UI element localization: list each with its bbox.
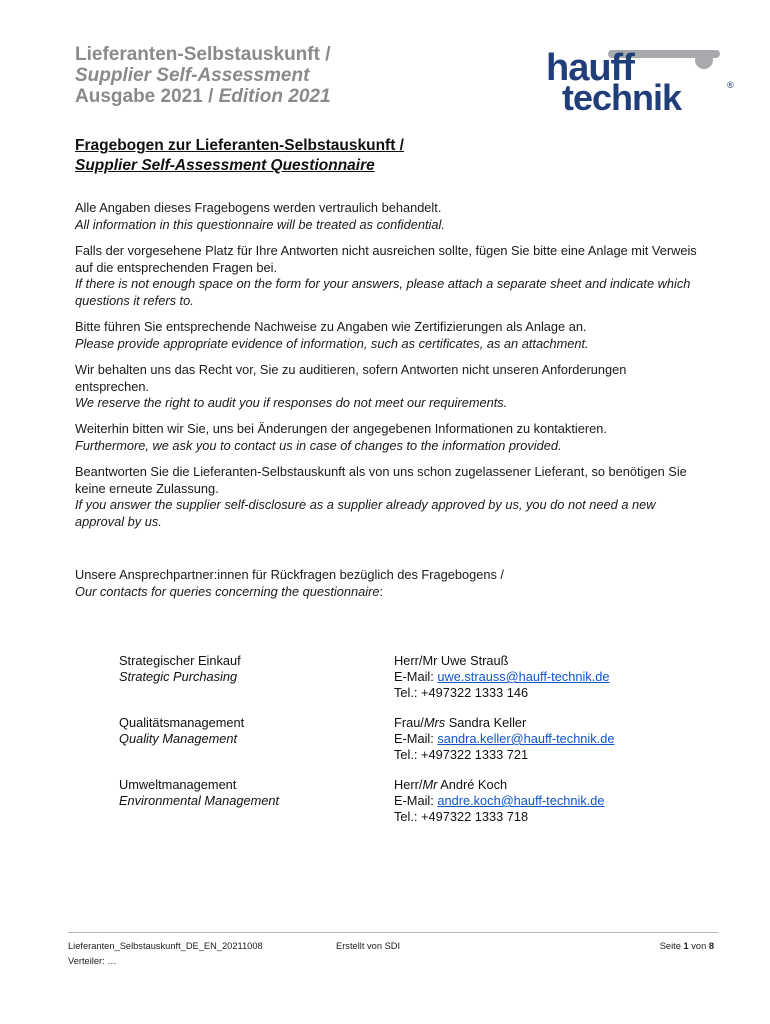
contact-department [119,777,379,809]
title-english: Supplier Self-Assessment [75,65,310,86]
logo-registered-mark: ® [727,80,734,90]
contact-department [119,715,379,747]
paragraph-approved-supplier [75,464,700,530]
page-label: Seite [659,941,684,951]
email-label: E-Mail: [394,669,438,684]
hauff-technik-logo [544,44,740,114]
contacts-intro [75,567,700,600]
contact-name: Uwe Strauß [437,653,509,668]
salutation-english: Mr [422,777,438,792]
contact-name-line [394,777,714,793]
department-german: Umweltmanagement [119,777,237,792]
department-german: Strategischer Einkauf [119,653,241,668]
salutation-english: Mr [422,653,438,668]
email-label: E-Mail: [394,731,438,746]
title-german: Lieferanten-Selbstauskunft / [75,44,331,65]
salutation-german: Herr/ [394,653,423,668]
heading-english: Supplier Self-Assessment Questionnaire [75,157,375,174]
department-english: Strategic Purchasing [119,669,238,684]
paragraph-english: We reserve the right to audit you if responses do not meet our requirements. [75,395,508,410]
footer-divider [68,932,718,933]
logo-swoosh-dot [695,51,713,69]
document-title-block [75,44,515,107]
page-of-label: von [688,941,709,951]
contacts-intro-english: Our contacts for queries concerning the questionnaire [75,583,380,599]
paragraph-english: All information in this questionnaire will be treated as confidential. [75,216,445,232]
email-label: E-Mail: [394,793,438,808]
contact-phone: Tel.: +497322 1333 146 [394,685,529,700]
paragraph-confidential [75,200,700,233]
contact-name-line [394,653,714,669]
salutation-english: Mrs [423,715,446,730]
paragraph-english: Please provide appropriate evidence of information, such as certificates, as an attachment. [75,335,589,351]
paragraph-audit [75,362,700,412]
paragraph-german: Beantworten Sie die Lieferanten-Selbstauskunft als von uns schon zugelassener Lieferant, so benötigen Sie keine erneute Zulassung. [75,464,687,496]
questionnaire-heading [75,136,675,176]
department-german: Qualitätsmanagement [119,715,245,730]
contact-email-line [394,731,714,747]
contact-person [394,715,714,763]
contacts-intro-english-line [75,584,700,601]
contact-name: André Koch [437,777,508,792]
contact-email-line [394,793,714,809]
paragraph-attachment [75,243,700,309]
paragraph-english: Furthermore, we ask you to contact us in case of changes to the information provided. [75,437,562,453]
contact-phone: Tel.: +497322 1333 721 [394,747,529,762]
paragraph-german: Falls der vorgesehene Platz für Ihre Antworten nicht ausreichen sollte, fügen Sie bitte eine Anlage mit Verweis auf die entsprechenden Fragen bei. [75,243,697,275]
email-link[interactable]: andre.koch@hauff-technik.de [437,793,605,808]
footer-created-by: Erstellt von SDI [336,941,401,951]
contact-email-line [394,669,714,685]
page-total: 8 [708,941,714,951]
contact-department [119,653,379,685]
paragraph-changes [75,421,700,454]
edition-english: Edition 2021 [218,86,331,107]
paragraph-evidence [75,319,700,352]
contacts-intro-colon: : [379,583,384,599]
logo-text-technik: technik [562,77,682,114]
heading-german: Fragebogen zur Lieferanten-Selbstauskunft / [75,137,404,154]
email-link[interactable]: sandra.keller@hauff-technik.de [437,731,615,746]
email-link[interactable]: uwe.strauss@hauff-technik.de [437,669,610,684]
paragraph-german: Wir behalten uns das Recht vor, Sie zu auditieren, sofern Antworten nicht unseren Anforderungen entsprechen. [75,362,627,394]
paragraph-english: If you answer the supplier self-disclosure as a supplier already approved by us, you do not need a new approval by us. [75,497,656,529]
contact-person [394,777,714,825]
contact-phone: Tel.: +497322 1333 718 [394,809,529,824]
contact-name-line [394,715,714,731]
paragraph-german: Bitte führen Sie entsprechende Nachweise zu Angaben wie Zertifizierungen als Anlage an. [75,319,587,334]
logo-text-hauff: hauff [546,47,634,89]
paragraph-german: Alle Angaben dieses Fragebogens werden vertraulich behandelt. [75,200,442,215]
contact-name: Sandra Keller [445,715,527,730]
footer-filename: Lieferanten_Selbstauskunft_DE_EN_20211008 [68,941,263,951]
department-english: Quality Management [119,731,238,746]
edition-german: Ausgabe 2021 / [75,86,219,107]
paragraph-german: Weiterhin bitten wir Sie, uns bei Änderungen der angegebenen Informationen zu kontaktieren. [75,421,607,436]
edition-line [75,86,515,107]
contact-person [394,653,714,701]
contacts-intro-german: Unsere Ansprechpartner:innen für Rückfragen bezüglich des Fragebogens / [75,567,504,582]
footer-page-number [660,940,714,952]
salutation-german: Herr/ [394,777,423,792]
page-current: 1 [683,941,689,951]
salutation-german: Frau/ [394,715,424,730]
footer-distribution: Verteiler: … [68,956,117,966]
paragraph-english: If there is not enough space on the form for your answers, please attach a separate sheet and indicate which questions it refers to. [75,276,691,308]
department-english: Environmental Management [119,793,280,808]
